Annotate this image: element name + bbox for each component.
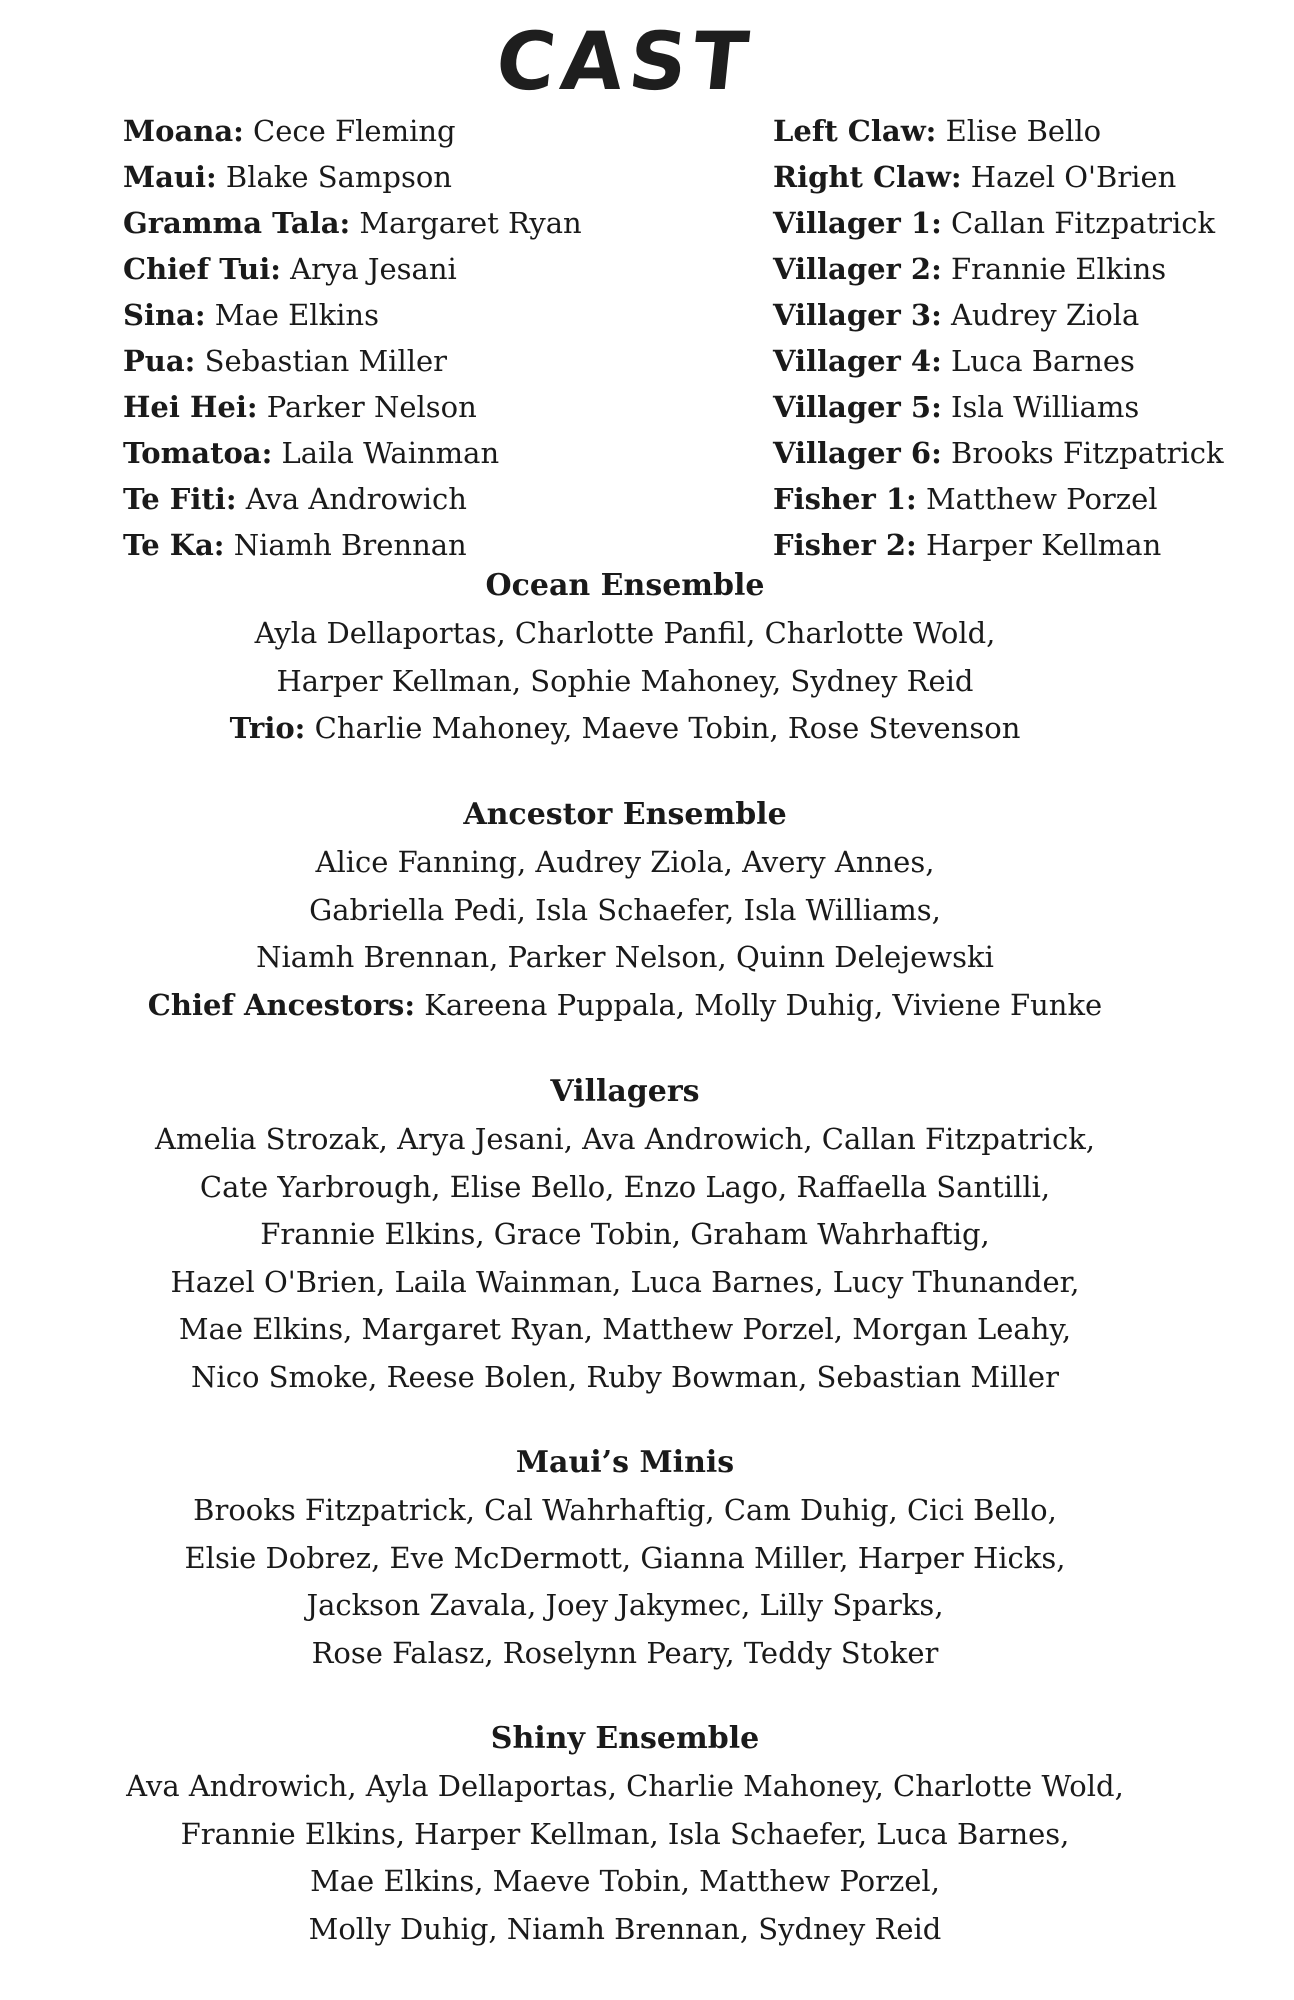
role-name: Right Claw: [773,160,962,194]
mauis-minis-section [0,1439,1250,1677]
section-title: Ocean Ensemble [485,568,765,603]
names-line: Rose Falasz, Roselynn Peary, Teddy Stoker [311,1635,939,1670]
role-line [123,108,763,154]
role-name: Villager 1: [773,206,942,240]
names-line: Amelia Strozak, Arya Jesani, Ava Androwich, Callan Fitzpatrick, [155,1122,1095,1156]
role-name: Villager 2: [773,252,942,286]
names-line: Cate Yarbrough, Elise Bello, Enzo Lago, Raffaella Santilli, [199,1169,1051,1204]
role-line [123,476,763,522]
role-name: Maui: [123,160,217,194]
sub-role-names: Kareena Puppala, Molly Duhig, Viviene Funke [424,987,1103,1022]
role-line [773,430,1273,476]
role-name: Villager 5: [773,390,942,424]
actor-name: Hazel O'Brien [970,160,1177,194]
names-line: Jackson Zavala, Joey Jakymec, Lilly Sparks, [306,1588,944,1622]
sub-role-label: Chief Ancestors: [147,987,416,1022]
names-line: Nico Smoke, Reese Bolen, Ruby Bowman, Sebastian Miller [191,1359,1059,1394]
names-line: Molly Duhig, Niamh Brennan, Sydney Reid [308,1911,942,1946]
actor-name: Mae Elkins [214,298,379,332]
role-name: Hei Hei: [123,390,258,424]
role-name: Fisher 2: [773,528,917,562]
role-line [123,292,763,338]
principals-right-column [773,108,1273,568]
names-line: Ava Androwich, Ayla Dellaportas, Charlie Mahoney, Charlotte Wold, [126,1769,1124,1803]
names-line: Frannie Elkins, Harper Kellman, Isla Schaefer, Luca Barnes, [180,1816,1070,1851]
actor-name: Laila Wainman [281,436,500,470]
role-line [123,246,763,292]
sub-role-names: Charlie Mahoney, Maeve Tobin, Rose Stevenson [314,711,1021,745]
names-line: Niamh Brennan, Parker Nelson, Quinn Delejewski [256,940,994,974]
ancestor-ensemble-section [0,791,1250,1029]
chief-ancestors-line [0,982,1250,1030]
actor-name: Arya Jesani [290,252,457,286]
actor-name: Isla Williams [951,390,1140,424]
role-name: Gramma Tala: [123,206,351,240]
role-line [123,384,763,430]
role-name: Te Ka: [123,528,225,562]
role-name: Villager 6: [773,436,942,470]
role-name: Moana: [123,114,244,148]
names-line: Alice Fanning, Audrey Ziola, Avery Annes, [315,845,935,879]
section-title: Maui’s Minis [515,1445,735,1480]
actor-name: Blake Sampson [225,160,452,194]
names-line: Elsie Dobrez, Eve McDermott, Gianna Miller, Harper Hicks, [184,1540,1066,1575]
names-line: Ayla Dellaportas, Charlotte Panfil, Charlotte Wold, [254,616,996,650]
names-line: Brooks Fitzpatrick, Cal Wahrhaftig, Cam Duhig, Cici Bello, [193,1493,1057,1527]
section-title: Shiny Ensemble [490,1721,760,1756]
role-name: Chief Tui: [123,252,281,286]
actor-name: Frannie Elkins [951,252,1167,286]
actor-name: Parker Nelson [266,390,477,424]
trio-line [0,705,1250,753]
section-title: Villagers [550,1074,700,1109]
section-title: Ancestor Ensemble [463,797,787,832]
role-line [773,246,1273,292]
role-name: Tomatoa: [123,436,273,470]
names-line: Mae Elkins, Maeve Tobin, Matthew Porzel, [310,1864,940,1898]
actor-name: Brooks Fitzpatrick [951,436,1224,470]
names-line: Frannie Elkins, Grace Tobin, Graham Wahrhaftig, [260,1217,990,1251]
role-line [773,108,1273,154]
names-line: Gabriella Pedi, Isla Schaefer, Isla Williams, [309,892,941,927]
role-line [773,476,1273,522]
role-line [123,338,763,384]
role-name: Villager 3: [773,298,942,332]
role-line [123,200,763,246]
role-line [773,338,1273,384]
role-name: Pua: [123,344,196,378]
actor-name: Luca Barnes [951,344,1135,378]
actor-name: Ava Androwich [245,482,467,516]
role-line [773,384,1273,430]
role-line [123,154,763,200]
names-line: Mae Elkins, Margaret Ryan, Matthew Porzel, Morgan Leahy, [178,1312,1072,1346]
actor-name: Harper Kellman [925,528,1162,562]
role-name: Te Fiti: [123,482,237,516]
ocean-ensemble-section [0,562,1250,753]
role-line [773,292,1273,338]
sub-role-label: Trio: [229,711,306,745]
role-line [123,430,763,476]
role-line [773,200,1273,246]
actor-name: Elise Bello [945,114,1102,148]
cast-title: CAST [491,15,759,108]
actor-name: Margaret Ryan [359,206,582,240]
villagers-section [0,1068,1250,1401]
principals-left-column [123,108,763,568]
actor-name: Audrey Ziola [951,298,1140,332]
actor-name: Niamh Brennan [233,528,467,562]
names-line: Harper Kellman, Sophie Mahoney, Sydney Reid [276,663,974,698]
shiny-ensemble-section [0,1715,1250,1953]
role-name: Left Claw: [773,114,937,148]
actor-name: Cece Fleming [253,114,456,148]
actor-name: Callan Fitzpatrick [951,206,1216,240]
role-name: Fisher 1: [773,482,917,516]
role-name: Villager 4: [773,344,942,378]
role-name: Sina: [123,298,206,332]
actor-name: Sebastian Miller [204,344,448,378]
role-line [773,154,1273,200]
names-line: Hazel O'Brien, Laila Wainman, Luca Barnes, Lucy Thunander, [170,1264,1080,1299]
actor-name: Matthew Porzel [925,482,1158,516]
